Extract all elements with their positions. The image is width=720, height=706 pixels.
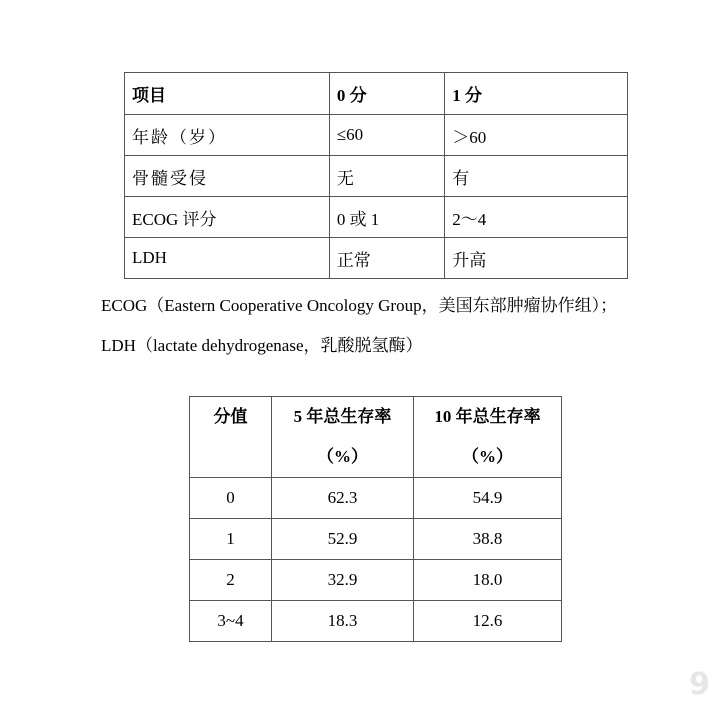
table-cell: 18.0 <box>414 560 562 601</box>
header-line: 分值 <box>213 407 248 426</box>
table-row <box>190 478 562 519</box>
table-cell: 0 <box>190 478 272 519</box>
header-cell-score-1: 1 分 <box>445 73 628 115</box>
table-cell: 2～4 <box>445 197 628 238</box>
table-cell: 38.8 <box>414 519 562 560</box>
table-cell: 32.9 <box>272 560 414 601</box>
table-cell: 3~4 <box>190 601 272 642</box>
header-cell-score <box>190 397 272 478</box>
abbreviation-note-ldh: LDH（lactate dehydrogenase，乳酸脱氢酶） <box>101 336 423 355</box>
table-cell: 正常 <box>329 238 444 279</box>
table-cell: 1 <box>190 519 272 560</box>
table-header-row <box>190 397 562 478</box>
table-cell: 无 <box>329 156 444 197</box>
header-line: （%） <box>317 447 368 466</box>
header-cell-item: 项目 <box>125 73 330 115</box>
table-cell: 骨髓受侵 <box>125 156 330 197</box>
table-cell: ＞60 <box>445 115 628 156</box>
table-cell: ≤60 <box>329 115 444 156</box>
header-line: 10 年总生存率 <box>434 407 541 426</box>
scoring-criteria-table <box>124 72 628 279</box>
table-cell: 12.6 <box>414 601 562 642</box>
table-row <box>125 156 628 197</box>
table-cell: 0 或 1 <box>329 197 444 238</box>
header-line: 5 年总生存率 <box>293 407 392 426</box>
table-row <box>125 238 628 279</box>
table-row <box>125 115 628 156</box>
abbreviation-note-ecog: ECOG（Eastern Cooperative Oncology Group，美国东部肿瘤协作组）； <box>101 296 618 315</box>
table-cell: 62.3 <box>272 478 414 519</box>
table-cell: 54.9 <box>414 478 562 519</box>
header-cell-5yr-survival <box>272 397 414 478</box>
header-line <box>190 437 271 477</box>
watermark: 9 <box>689 667 712 702</box>
table-row <box>190 601 562 642</box>
table-row <box>190 519 562 560</box>
table-cell: 年龄（岁） <box>125 115 330 156</box>
header-cell-10yr-survival <box>414 397 562 478</box>
survival-rate-table <box>189 396 562 642</box>
table-cell: 有 <box>445 156 628 197</box>
table-cell: LDH <box>125 238 330 279</box>
table-cell: 18.3 <box>272 601 414 642</box>
table-row <box>125 197 628 238</box>
table-cell: 升高 <box>445 238 628 279</box>
header-line: （%） <box>462 447 513 466</box>
table-cell: ECOG 评分 <box>125 197 330 238</box>
table-row <box>190 560 562 601</box>
header-cell-score-0: 0 分 <box>329 73 444 115</box>
table-header-row <box>125 73 628 115</box>
table-cell: 52.9 <box>272 519 414 560</box>
table-cell: 2 <box>190 560 272 601</box>
